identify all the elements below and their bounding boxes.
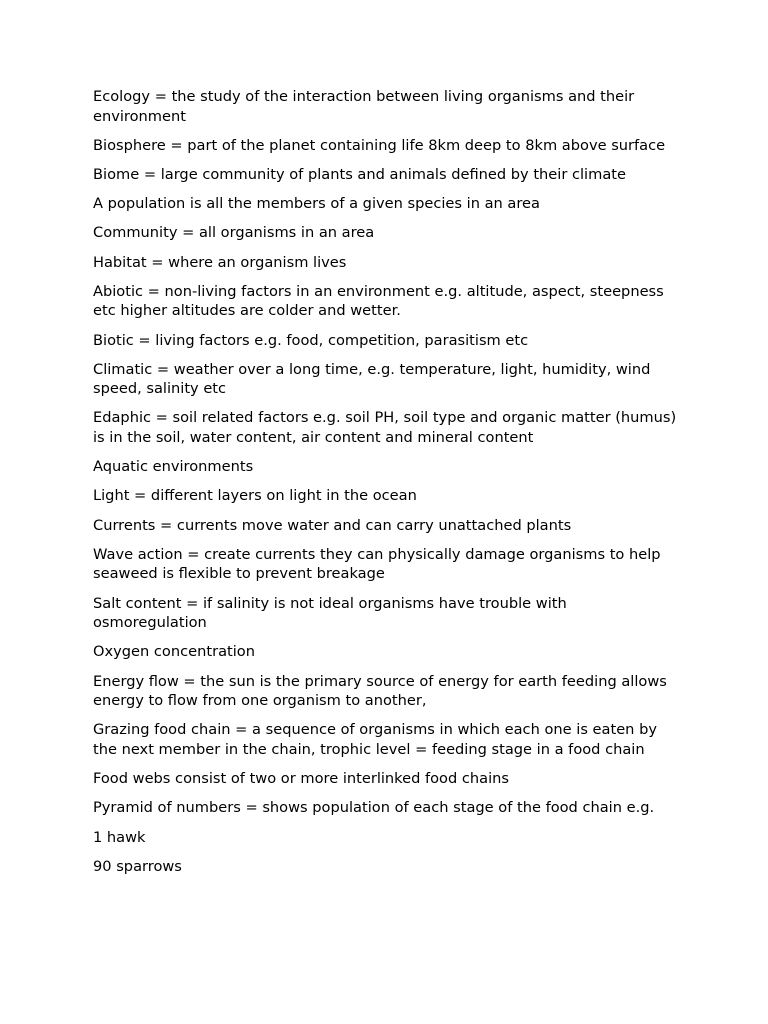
paragraph-biome: Biome = large community of plants and animals defined by their climate	[93, 165, 626, 183]
paragraph-climatic: Climatic = weather over a long time, e.g. temperature, light, humidity, wind speed, salinity etc	[93, 360, 651, 398]
paragraph-light: Light = different layers on light in the ocean	[93, 487, 417, 505]
paragraph-energy-flow: Energy flow = the sun is the primary source of energy for earth feeding allows energy to flow from one organism to another,	[93, 672, 667, 710]
paragraph-sparrows: 90 sparrows	[93, 857, 182, 875]
paragraph-biosphere: Biosphere = part of the planet containing life 8km deep to 8km above surface	[93, 136, 666, 154]
paragraph-oxygen-concentration: Oxygen concentration	[93, 643, 255, 661]
paragraph-population: A population is all the members of a given species in an area	[93, 195, 540, 213]
paragraph-salt-content: Salt content = if salinity is not ideal organisms have trouble with osmoregulation	[93, 594, 567, 632]
paragraph-aquatic-environments: Aquatic environments	[93, 458, 254, 476]
paragraph-community: Community = all organisms in an area	[93, 224, 375, 242]
paragraph-ecology: Ecology = the study of the interaction between living organisms and their environment	[93, 88, 635, 125]
paragraph-abiotic: Abiotic = non-living factors in an environment e.g. altitude, aspect, steepness etc higher altitudes are colder and wetter.	[93, 282, 664, 320]
paragraph-hawk: 1 hawk	[93, 828, 146, 846]
paragraph-wave-action: Wave action = create currents they can physically damage organisms to help seaweed is flexible to prevent breakage	[93, 545, 661, 583]
paragraph-currents: Currents = currents move water and can carry unattached plants	[93, 516, 572, 534]
document-body	[93, 87, 683, 886]
paragraph-edaphic: Edaphic = soil related factors e.g. soil PH, soil type and organic matter (humus) is in the soil, water content, air content and mineral content	[93, 409, 677, 447]
paragraph-grazing-food-chain: Grazing food chain = a sequence of organisms in which each one is eaten by the next member in the chain, trophic level = feeding stage in a food chain	[93, 721, 657, 758]
paragraph-habitat: Habitat = where an organism lives	[93, 253, 347, 271]
paragraph-food-webs: Food webs consist of two or more interlinked food chains	[93, 770, 510, 788]
paragraph-pyramid-of-numbers: Pyramid of numbers = shows population of each stage of the food chain e.g.	[93, 799, 655, 817]
paragraph-biotic: Biotic = living factors e.g. food, competition, parasitism etc	[93, 331, 529, 349]
